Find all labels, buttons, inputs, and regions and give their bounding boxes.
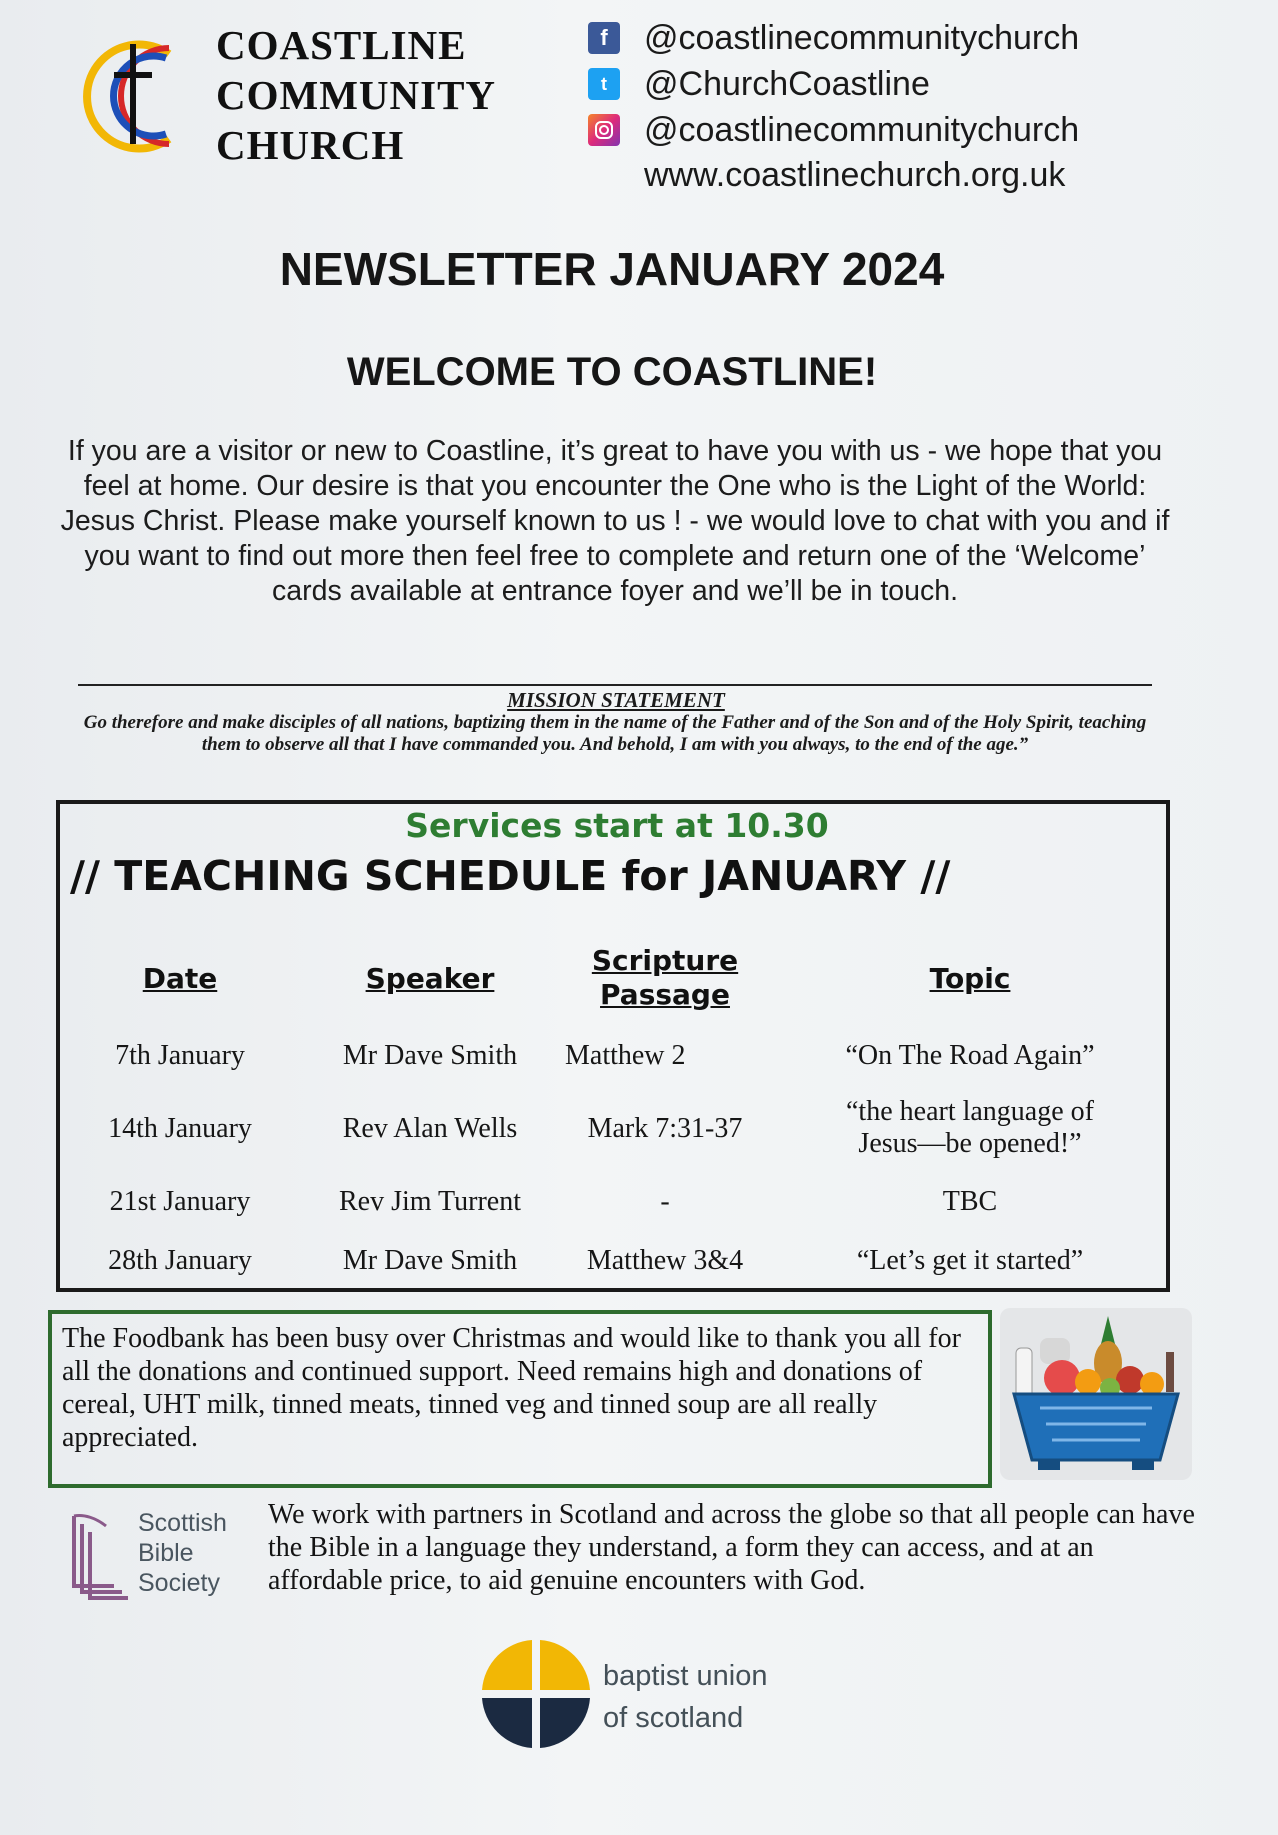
row-topic: “On The Road Again”	[845, 1040, 1095, 1071]
welcome-text: If you are a visitor or new to Coastline, it’s great to have you with us - we hope that you feel at home. Our desire is that you encounter the One who is the Light of the World: Jesus Christ. Please make yourself known to us ! - we would love to chat with you and if you want to find out more then feel free to complete and return one of the ‘Welcome’ cards available at entrance foyer and we’ll be in touch.	[60, 435, 1170, 607]
row-speaker: Mr Dave Smith	[342, 1245, 518, 1276]
baptist-union-line: of scotland	[603, 1702, 744, 1734]
instagram-handle[interactable]: @coastlinecommunitychurch	[644, 110, 1080, 149]
row-date: 14th January	[108, 1113, 252, 1144]
bible-society-text: We work with partners in Scotland and across the globe so that all people can have the Bible in a language they understand, a form they can access, and at an affordable price, to aid genuine encounters with God.	[268, 1499, 1195, 1596]
sbs-logo-line: Society	[138, 1569, 220, 1597]
mission-title: MISSION STATEMENT	[507, 688, 725, 712]
sbs-logo-text	[138, 1508, 227, 1598]
social-facebook[interactable]	[588, 16, 1079, 60]
sbs-logo-line: Bible	[138, 1539, 194, 1567]
welcome-heading: WELCOME TO COASTLINE!	[346, 350, 878, 394]
newsletter-title: NEWSLETTER JANUARY 2024	[279, 243, 945, 295]
row-topic: TBC	[942, 1186, 998, 1217]
mission-divider	[78, 684, 1152, 686]
sbs-logo-line: Scottish	[138, 1509, 227, 1537]
church-name-line: COASTLINE	[216, 22, 467, 68]
header-scripture-line: Scripture	[591, 944, 739, 977]
instagram-icon	[588, 114, 620, 146]
row-speaker: Mr Dave Smith	[342, 1040, 518, 1071]
twitter-handle[interactable]: @ChurchCoastline	[644, 64, 930, 103]
header-topic: Topic	[929, 962, 1011, 995]
row-topic: “Let’s get it started”	[856, 1245, 1084, 1276]
church-name	[216, 20, 496, 170]
book-icon	[66, 1512, 132, 1600]
row-passage: -	[660, 1186, 670, 1217]
row-date: 21st January	[109, 1186, 251, 1217]
website-link[interactable]: www.coastlinechurch.org.uk	[644, 156, 1066, 194]
logo-quadrant	[482, 1640, 532, 1690]
services-start: Services start at 10.30	[405, 806, 829, 845]
row-speaker: Rev Alan Wells	[342, 1113, 518, 1144]
logo-quadrant	[540, 1640, 590, 1690]
row-speaker: Rev Jim Turrent	[338, 1186, 522, 1217]
church-logo	[74, 34, 194, 159]
church-name-line: COMMUNITY	[216, 72, 497, 118]
row-date: 28th January	[108, 1245, 252, 1276]
row-passage: Mark 7:31-37	[587, 1113, 743, 1144]
row-date: 7th January	[115, 1040, 245, 1071]
row-topic-line: Jesus—be opened!”	[858, 1128, 1082, 1159]
logo-quadrant	[482, 1698, 532, 1748]
row-topic	[800, 1096, 1140, 1160]
facebook-icon: f	[588, 22, 620, 54]
row-passage: Matthew 3&4	[586, 1245, 744, 1276]
baptist-union-name	[603, 1655, 767, 1739]
baptist-union-logo	[482, 1640, 590, 1748]
header-date: Date	[142, 962, 218, 995]
social-twitter[interactable]	[588, 62, 930, 106]
grocery-basket-icon	[1000, 1308, 1192, 1480]
header-scripture	[560, 944, 770, 1012]
church-name-line: CHURCH	[216, 122, 405, 168]
row-topic-line: “the heart language of	[846, 1096, 1094, 1127]
facebook-handle[interactable]: @coastlinecommunitychurch	[644, 18, 1080, 57]
schedule-title: // TEACHING SCHEDULE for JANUARY //	[70, 852, 951, 900]
logo-quadrant	[540, 1698, 590, 1748]
scottish-bible-society-logo	[66, 1508, 236, 1608]
social-instagram[interactable]	[588, 108, 1079, 152]
foodbank-text: The Foodbank has been busy over Christmas and would like to thank you all for all the donations and continued support. Need remains high and donations of cereal, UHT milk, tinned meats, tinned veg and tinned soup are all really appreciated.	[62, 1323, 961, 1453]
row-passage: Matthew 2	[565, 1040, 686, 1071]
twitter-icon: t	[588, 68, 620, 100]
mission-text: Go therefore and make disciples of all nations, baptizing them in the name of the Father and of the Son and of the Holy Spirit, teaching them to observe all that I have commanded you. And behold, I am with you always, to the end of the age.”	[83, 712, 1147, 755]
header-speaker: Speaker	[365, 962, 495, 995]
baptist-union-line: baptist union	[603, 1660, 768, 1692]
header-scripture-line: Passage	[600, 978, 730, 1011]
